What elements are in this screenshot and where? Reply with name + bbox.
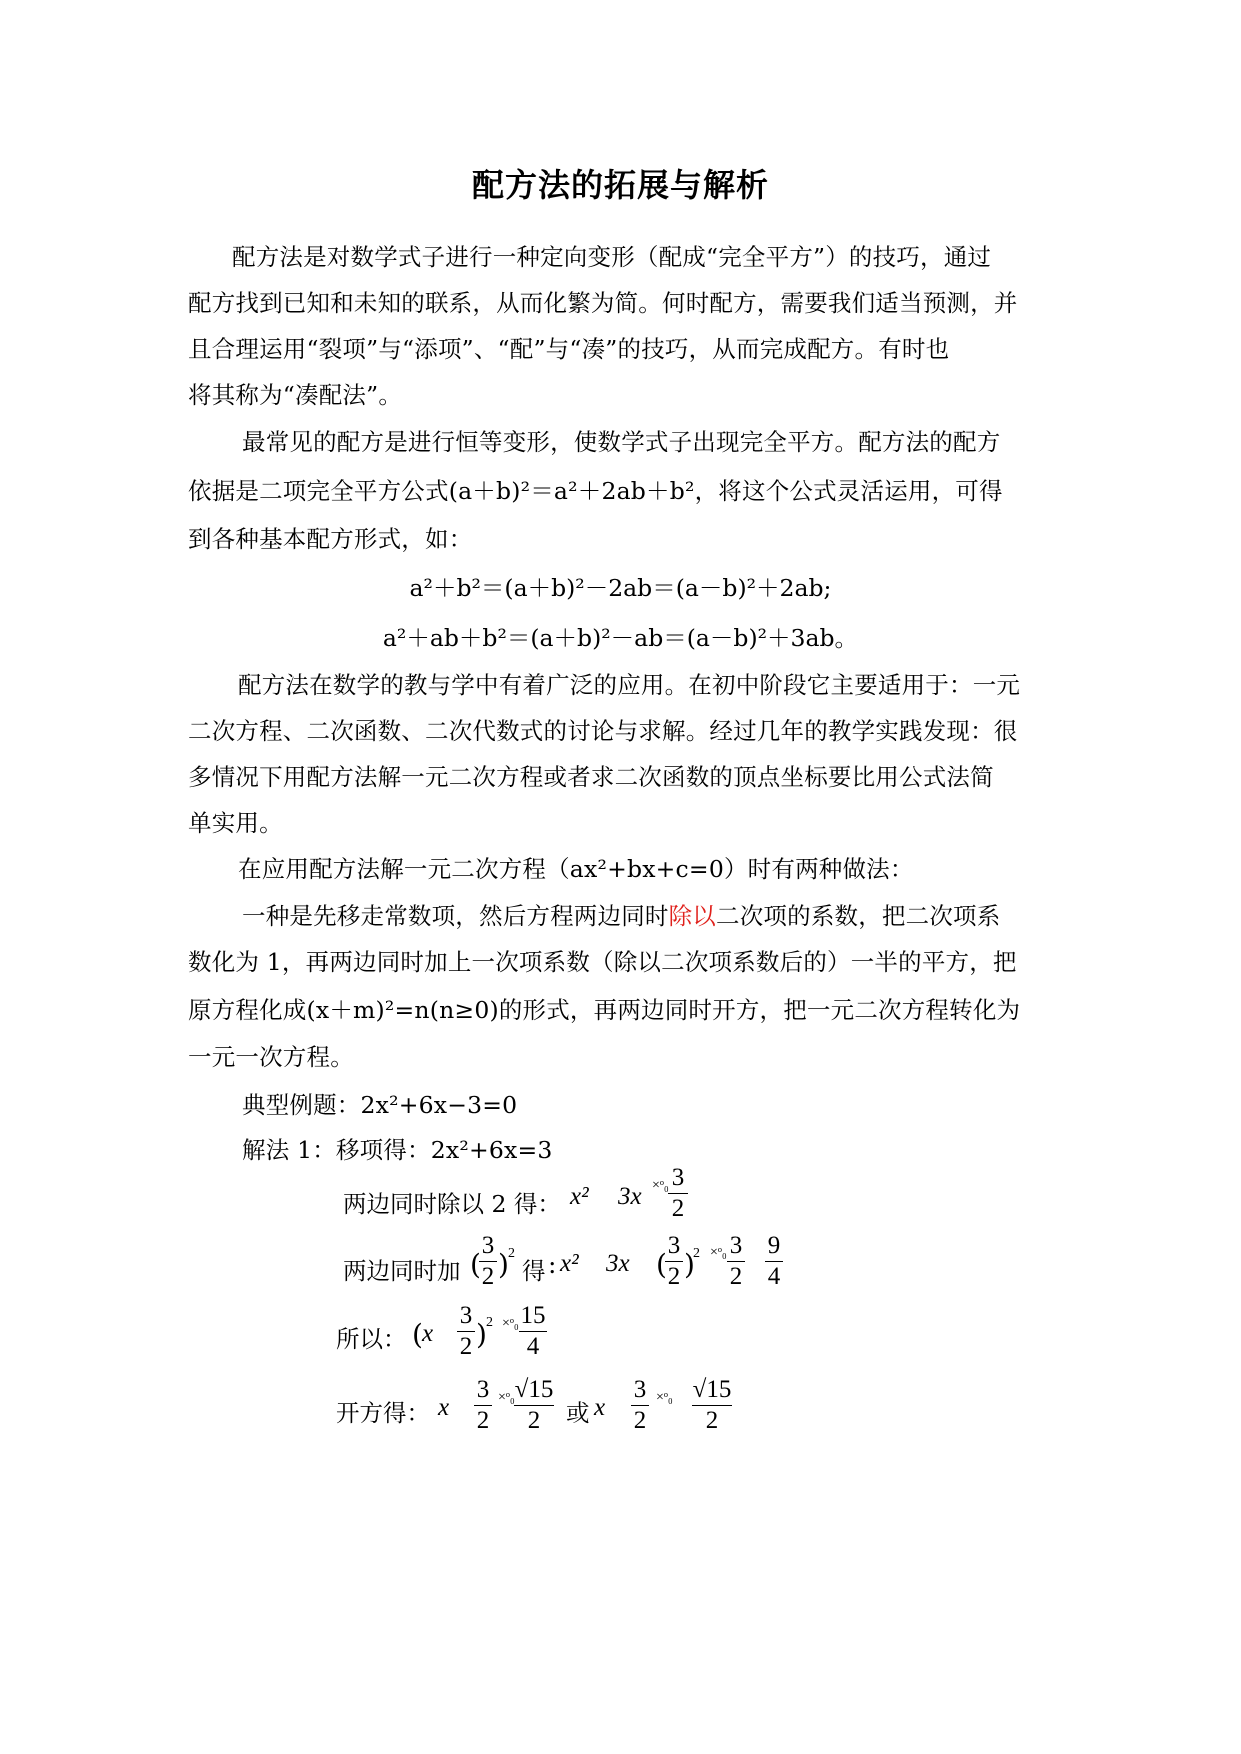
paragraph-line: 且合理运用“裂项”与“添项”、“配”与“凑”的技巧，从而完成配方。有时也 [188,335,950,363]
math-term: x [594,1394,606,1421]
exponent: 2 [508,1246,515,1261]
paragraph-line: 原方程化成(x＋m)²=n(n≥0)的形式，再两边同时开方，把一元二次方程转化为 [188,996,1021,1024]
paragraph-line: 配方找到已知和未知的联系，从而化繁为简。何时配方，需要我们适当预测，并 [188,289,1018,317]
page-title: 配方法的拓展与解析 [471,166,769,204]
paren: ( [412,1318,423,1351]
step-label: 两边同时加 [343,1257,461,1285]
denominator: 2 [705,1407,719,1434]
denominator: 2 [633,1407,647,1434]
fraction-bar [457,1331,475,1332]
fraction-bar [479,1261,497,1262]
numerator: 3 [481,1232,495,1259]
paren: ) [498,1248,509,1281]
denominator: 4 [767,1263,781,1290]
rendering-glitch: ×ᵒ₀ [498,1390,515,1405]
math-term: x [438,1394,450,1421]
rendering-glitch: ×ᵒ₀ [656,1390,673,1405]
paren: ( [470,1248,481,1281]
solution-line: 解法 1：移项得：2x²+6x=3 [242,1136,553,1164]
paragraph-line: 多情况下用配方法解一元二次方程或者求二次函数的顶点坐标要比用公式法简 [188,763,994,791]
text-span: 二次项的系数，把二次项系 [716,902,1001,930]
fraction [519,1302,547,1361]
fraction-bar [474,1405,492,1406]
math-term: x [422,1320,434,1347]
numerator: 3 [633,1376,647,1403]
fraction-bar [519,1331,547,1332]
fraction [474,1376,492,1435]
paren: ) [476,1318,487,1351]
math-term: 3x [606,1250,630,1277]
paragraph-line: 一元一次方程。 [188,1043,354,1071]
step-label: 或 [566,1399,590,1427]
paragraph-line: 将其称为“凑配法”。 [188,381,403,409]
exponent: 2 [486,1315,493,1330]
paragraph-line: 单实用。 [188,809,283,837]
rendering-glitch: ×ᵒ₀ [652,1178,669,1193]
fraction [514,1376,554,1435]
text-span: 一种是先移走常数项，然后方程两边同时 [242,902,669,930]
numerator: 3 [459,1302,473,1329]
step-label: 所以： [336,1325,407,1353]
fraction-bar [514,1405,554,1406]
example-line: 典型例题：2x²+6x−3=0 [242,1091,518,1119]
numerator: 15 [520,1302,546,1329]
paren: ( [656,1248,667,1281]
fraction [727,1232,745,1291]
paragraph-line: 依据是二项完全平方公式(a＋b)²＝a²＋2ab＋b²，将这个公式灵活运用，可得 [188,477,1003,505]
highlighted-text: 除以 [668,902,717,930]
fraction-bar [631,1405,649,1406]
fraction [457,1302,475,1361]
denominator: 2 [729,1263,743,1290]
fraction [668,1164,688,1223]
formula-line: a²＋ab＋b²＝(a＋b)²－ab＝(a－b)²＋3ab。 [382,624,859,652]
numerator: √15 [514,1376,554,1403]
paragraph-line: 配方法在数学的教与学中有着广泛的应用。在初中阶段它主要适用于：一元 [238,671,1021,699]
denominator: 4 [526,1333,540,1360]
denominator: 2 [459,1333,473,1360]
paragraph-line: 最常见的配方是进行恒等变形，使数学式子出现完全平方。配方法的配方 [242,428,1001,456]
paragraph-line: 在应用配方法解一元二次方程（ax²+bx+c=0）时有两种做法： [238,855,914,883]
fraction-bar [727,1261,745,1262]
step-label: 两边同时除以 2 得： [343,1190,561,1218]
colon: : [548,1250,557,1279]
fraction-bar [665,1261,683,1262]
fraction-bar [668,1193,688,1194]
denominator: 2 [527,1407,541,1434]
denominator: 2 [481,1263,495,1290]
paragraph-line [242,901,1000,931]
paragraph-line: 到各种基本配方形式，如： [188,525,473,553]
math-term: x² [560,1250,579,1277]
numerator: 3 [671,1164,685,1191]
paragraph-line: 二次方程、二次函数、二次代数式的讨论与求解。经过几年的教学实践发现：很 [188,717,1018,745]
rendering-glitch: ×ᵒ₀ [502,1316,519,1331]
fraction [665,1232,683,1291]
paragraph-line: 配方法是对数学式子进行一种定向变形（配成“完全平方”）的技巧，通过 [232,243,992,271]
numerator: 3 [667,1232,681,1259]
numerator: √15 [692,1376,732,1403]
denominator: 2 [667,1263,681,1290]
formula-line: a²＋b²＝(a＋b)²－2ab＝(a－b)²＋2ab; [409,574,832,602]
fraction [479,1232,497,1291]
numerator: 9 [767,1232,781,1259]
numerator: 3 [729,1232,743,1259]
step-label: 得 [522,1257,546,1285]
denominator: 2 [476,1407,490,1434]
fraction-bar [692,1405,732,1406]
paren: ) [684,1248,695,1281]
denominator: 2 [671,1195,685,1222]
math-term: 3x [618,1183,642,1210]
step-label: 开方得： [336,1399,430,1427]
numerator: 3 [476,1376,490,1403]
paragraph-line: 数化为 1，再两边同时加上一次项系数（除以二次项系数后的）一半的平方，把 [188,948,1017,976]
math-term: x² [570,1183,589,1210]
fraction [692,1376,732,1435]
fraction-bar [765,1261,783,1262]
fraction [631,1376,649,1435]
rendering-glitch: ×ᵒ₀ [710,1245,727,1260]
fraction [765,1232,783,1291]
exponent: 2 [693,1246,700,1261]
